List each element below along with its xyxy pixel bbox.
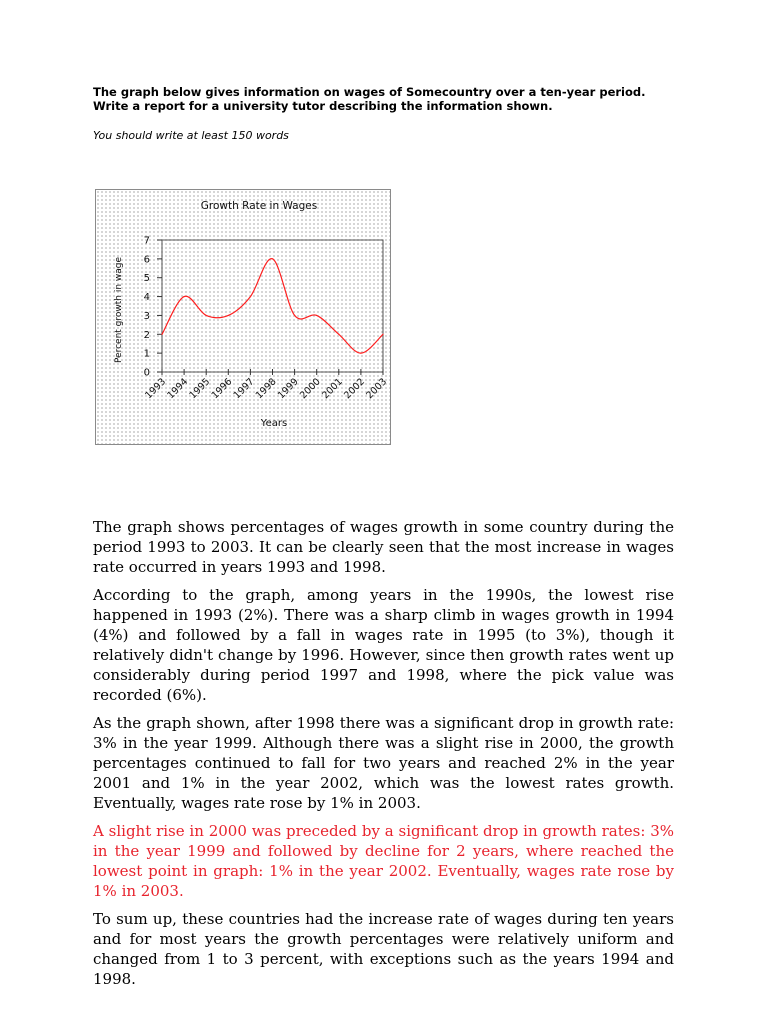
y-tick-label: 1	[143, 348, 150, 360]
task-prompt	[93, 85, 693, 143]
y-tick-label: 3	[143, 310, 150, 322]
x-tick-label: 1994	[165, 376, 191, 402]
x-tick-label: 2002	[342, 376, 368, 402]
y-tick-label: 7	[143, 235, 150, 247]
data-point-1994	[184, 296, 185, 297]
y-tick-label: 5	[143, 273, 150, 285]
y-tick-label: 2	[143, 329, 150, 341]
data-point-1999	[294, 315, 295, 316]
x-tick-label: 1997	[231, 376, 257, 402]
chart-svg	[96, 190, 392, 446]
y-tick-label: 0	[143, 367, 150, 379]
data-point-1997	[250, 296, 251, 297]
prompt-line-2: Write a report for a university tutor describing the information shown.	[93, 99, 553, 113]
plot-frame	[162, 240, 383, 372]
data-point-2003	[382, 334, 383, 335]
x-tick-label: 1998	[253, 376, 279, 402]
x-tick-label: 2003	[364, 376, 390, 402]
wage-growth-line	[162, 259, 383, 354]
essay-paragraph-2: According to the graph, among years in the 1990s, the lowest rise happened in 1993 (2%). There was a sharp climb in wages growth in 1994 (4%) and followed by a fall in wages rate in 1995 (to 3%), though it relatively didn't change by 1996. However, since then growth rates went up considerably during period 1997 and 1998, where the pick value was recorded (6%).	[93, 586, 674, 704]
essay-paragraph-5: To sum up, these countries had the increase rate of wages during ten years and for most years the growth percentages were relatively uniform and changed from 1 to 3 percent, with exceptions such as the years 1994 and 1998.	[93, 910, 674, 988]
data-point-1998	[272, 258, 273, 259]
x-tick-label: 2001	[320, 376, 345, 402]
chart-title: Growth Rate in Wages	[200, 200, 318, 212]
x-tick-label: 1996	[209, 376, 235, 402]
essay-paragraph-1: The graph shows percentages of wages growth in some country during the period 1993 to 2003. It can be clearly seen that the most increase in wages rate occurred in years 1993 and 1998.	[93, 518, 674, 576]
data-point-1995	[206, 315, 207, 316]
x-tick-label: 1993	[143, 376, 169, 402]
data-point-2000	[316, 315, 317, 316]
x-axis-label: Years	[260, 418, 288, 429]
x-tick-label: 1995	[187, 376, 213, 402]
essay-paragraph-3: As the graph shown, after 1998 there was a significant drop in growth rate: 3% in the year 1999. Although there was a slight rise in 2000, the growth percentages continued to fall for two years and reached 2% in the year 2001 and 1% in the year 2002, which was the lowest rates growth. Eventually, wages rate rose by 1% in 2003.	[93, 714, 674, 812]
x-tick-label: 1999	[275, 376, 301, 402]
y-tick-label: 4	[143, 292, 150, 304]
essay-paragraph-4-highlighted: A slight rise in 2000 was preceded by a significant drop in growth rates: 3% in the year 1999 and followed by decline for 2 years, where reached the lowest point in graph: 1% in the year 2002. Eventually, wages rate rose by 1% in 2003.	[93, 822, 674, 900]
essay-text	[93, 517, 674, 997]
data-point-2001	[338, 334, 339, 335]
prompt-line-1: The graph below gives information on wages of Somecountry over a ten-year period.	[93, 85, 646, 99]
x-tick-label: 2000	[297, 376, 323, 402]
y-tick-label: 6	[143, 254, 150, 266]
word-count-note: You should write at least 150 words	[93, 129, 289, 142]
y-axis-label: Percent growth in wage	[114, 256, 124, 364]
data-point-1996	[228, 315, 229, 316]
wage-growth-chart	[95, 189, 391, 445]
data-point-1993	[161, 334, 162, 335]
data-point-2002	[360, 353, 361, 354]
